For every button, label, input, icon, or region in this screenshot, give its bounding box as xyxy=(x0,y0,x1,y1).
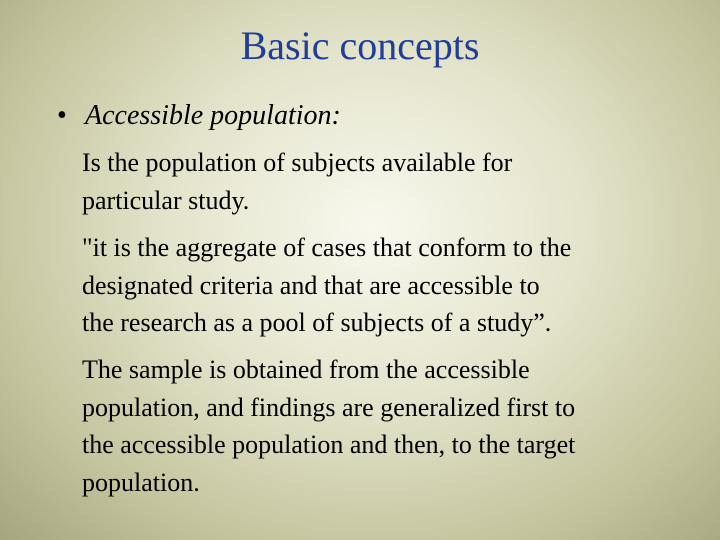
quote-paragraph: "it is the aggregate of cases that conform to the designated criteria and that are accessible to the research as a pool of subjects of a study”. xyxy=(82,233,572,337)
bullet-item xyxy=(57,100,341,132)
definition-paragraph: Is the population of subjects available for particular study. xyxy=(82,148,513,215)
sample-paragraph: The sample is obtained from the accessible population, and findings are generalized first to the accessible population and then, to the target population. xyxy=(82,355,576,497)
bullet-term: Accessible population xyxy=(85,100,332,131)
slide-title: Basic concepts xyxy=(240,23,480,68)
bullet-colon: : xyxy=(331,100,341,131)
bullet-icon: • xyxy=(57,100,67,131)
